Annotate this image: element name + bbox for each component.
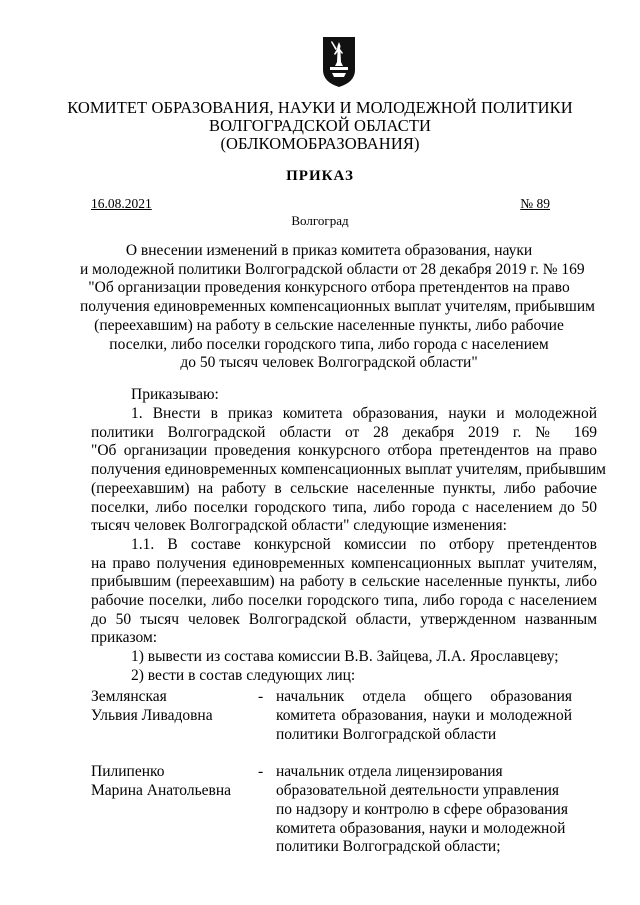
paragraph-1-line: поселки, либо поселки городского типа, либо города с населением до 50 [91,499,597,516]
order-directive: Приказываю: [131,386,219,403]
subject-line: до 50 тысяч человек Волгоградской области" [180,354,478,372]
member-given-name: Марина Анатольевна [91,782,232,799]
document-type-title: ПРИКАЗ [286,168,354,184]
paragraph-1-1-line: рабочие поселки, либо поселки городского типа, либо города с населением [91,592,597,609]
organization-name-line-1: КОМИТЕТ ОБРАЗОВАНИЯ, НАУКИ И МОЛОДЕЖНОЙ ПОЛИТИКИ [67,98,573,117]
member-given-name: Ульвия Ливадовна [91,707,213,724]
paragraph-1-line: получения единовременных компенсационных выплат учителям, прибывшим [91,461,606,478]
subject-line: "Об организации проведения конкурсного отбора претендентов на право [88,279,570,297]
organization-abbreviation: (ОБЛКОМОБРАЗОВАНИЯ) [220,134,420,153]
organization-name-line-2: ВОЛГОГРАДСКОЙ ОБЛАСТИ [208,116,432,135]
member-position-line: комитета образования, науки и молодежной [276,820,566,837]
order-date: 16.08.2021 [91,196,152,211]
member-position-line: политики Волгоградской области [276,726,497,743]
paragraph-1-1-line: до 50 тысяч человек Волгоградской области, утвержденном названным [91,611,597,628]
paragraph-1-line: 1. Внести в приказ комитета образования, науки и молодежной [131,405,597,422]
dash-separator: - [258,763,264,780]
subject-line: О внесении изменений в приказ комитета образования, науки [125,242,533,259]
order-number: № 89 [520,196,550,211]
city: Волгоград [291,213,349,228]
subject-line: получения единовременных компенсационных выплат учителям, прибывшим [80,298,595,316]
member-surname: Пилипенко [91,763,165,780]
member-position-line: начальник отдела лицензирования [276,763,503,780]
subject-line: и молодежной политики Волгоградской области от 28 декабря 2019 г. № 169 [80,260,585,278]
list-item: 2) вести в состав следующих лиц: [131,667,356,684]
member-position-line: начальник отдела общего образования [276,688,572,705]
dash-separator: - [258,688,264,705]
member-position-line: комитета образования, науки и молодежной [276,707,572,724]
paragraph-1-line: политики Волгоградской области от 28 декабря 2019 г. № 169 [91,424,597,441]
member-position-line: по надзору и контролю в сфере образования [276,801,568,818]
list-item: 1) вывести из состава комиссии В.В. Зайцева, Л.А. Ярославцеву; [131,648,559,665]
subject-line: (переехавшим) на работу в сельские населенные пункты, либо рабочие [94,316,564,334]
member-position-line: образовательной деятельности управления [276,782,560,799]
member-position-line: политики Волгоградской области; [276,838,501,855]
coat-of-arms-icon [322,36,356,88]
paragraph-1-line: (переехавшим) на работу в сельские населенные пункты, либо рабочие [91,480,597,497]
paragraph-1-line: "Об организации проведения конкурсного отбора претендентов на право [91,442,597,459]
paragraph-1-1-line: приказом: [91,629,158,646]
paragraph-1-1-line: 1.1. В составе конкурсной комиссии по отбору претендентов [131,536,597,553]
paragraph-1-line: тысяч человек Волгоградской области" следующие изменения: [91,517,507,534]
order-subject [80,242,595,373]
member-surname: Землянская [91,688,167,705]
paragraph-1-1-line: на право получения единовременных компенсационных выплат учителям, [91,555,597,572]
subject-line: поселки, либо поселки городского типа, либо города с населением [109,335,549,353]
paragraph-1-1-line: прибывшим (переехавшим) на работу в сельские населенные пункты, либо [91,573,597,590]
